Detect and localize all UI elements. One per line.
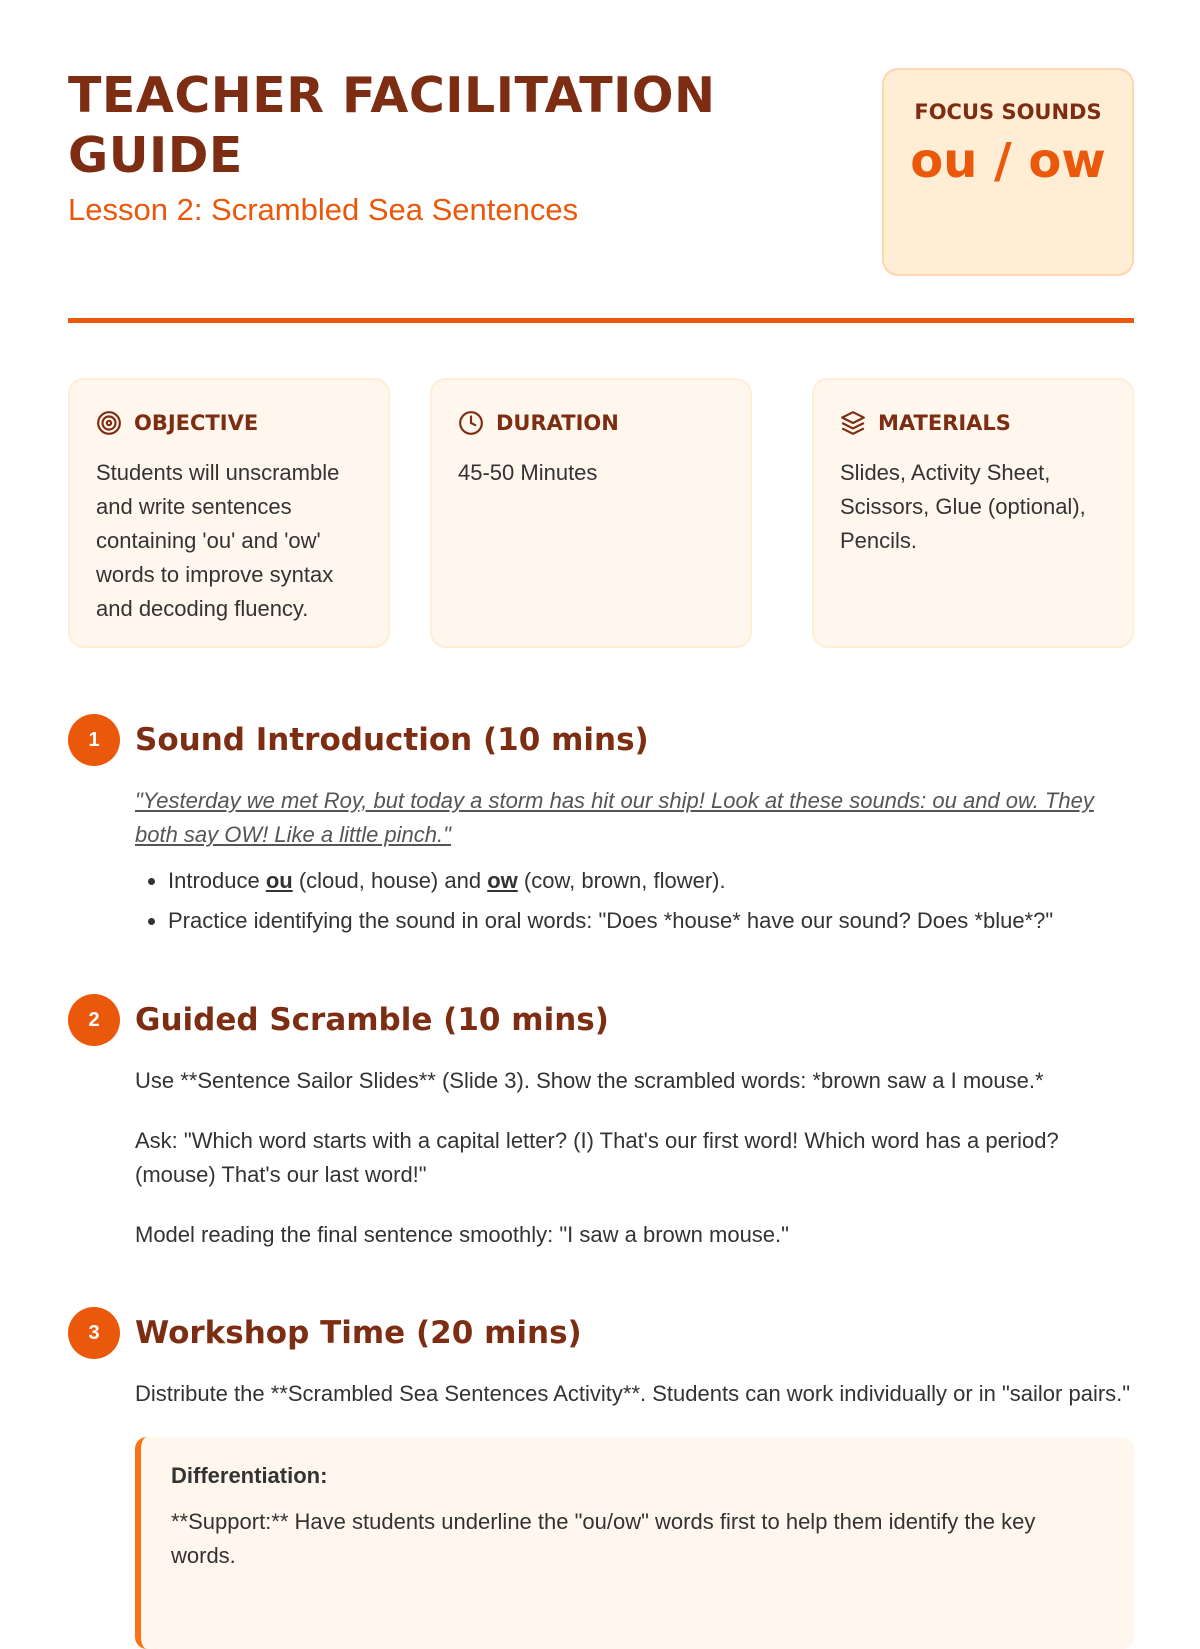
overview-cards — [68, 378, 1134, 648]
materials-card — [812, 378, 1134, 648]
paragraph: Use **Sentence Sailor Slides** (Slide 3). Show the scrambled words: *brown saw a I mouse.* — [135, 1068, 1044, 1093]
focus-sounds-label: FOCUS SOUNDS — [914, 100, 1102, 124]
objective-title: OBJECTIVE — [134, 411, 259, 435]
step-number-badge: 1 — [68, 714, 120, 766]
duration-title: DURATION — [496, 411, 619, 435]
section-guided-scramble — [68, 994, 1134, 1278]
focus-sounds-box — [882, 68, 1134, 276]
section-title: Guided Scramble (10 mins) — [135, 1002, 609, 1038]
materials-text: Slides, Activity Sheet, Scissors, Glue (optional), Pencils. — [840, 460, 1086, 553]
header — [68, 0, 1134, 320]
step-number-badge: 2 — [68, 994, 120, 1046]
step-number-badge: 3 — [68, 1307, 120, 1359]
teacher-script-quote: "Yesterday we met Roy, but today a storm has hit our ship! Look at these sounds: ou and ow. They both say OW! Like a little pinch." — [135, 788, 1094, 847]
list-item: • Practice identifying the sound in oral words: "Does *house* have our sound? Does *blue*?" — [168, 904, 1134, 938]
paragraph: Model reading the final sentence smoothly: "I saw a brown mouse." — [135, 1222, 789, 1247]
target-icon — [96, 410, 122, 436]
guide-page — [68, 0, 1134, 1568]
differentiation-title: Differentiation: — [171, 1463, 328, 1488]
section-title: Workshop Time (20 mins) — [135, 1315, 582, 1351]
differentiation-text: **Support:** Have students underline the "ou/ow" words first to help them identify the key words. — [171, 1509, 1036, 1568]
section-workshop-time — [68, 1307, 1134, 1649]
focus-sounds-value: ou / ow — [910, 133, 1106, 189]
highlight-ow: ow — [487, 868, 518, 893]
layers-icon — [840, 410, 866, 436]
lesson-subtitle: Lesson 2: Scrambled Sea Sentences — [68, 192, 579, 227]
clock-icon — [458, 410, 484, 436]
duration-text: 45-50 Minutes — [458, 460, 598, 485]
section-title: Sound Introduction (10 mins) — [135, 722, 649, 758]
paragraph: Distribute the **Scrambled Sea Sentences Activity**. Students can work individually or in "sailor pairs." — [135, 1381, 1131, 1406]
section-sound-introduction — [68, 714, 1134, 944]
paragraph: Ask: "Which word starts with a capital letter? (I) That's our first word! Which word has a period? (mouse) That's our last word!" — [135, 1128, 1059, 1187]
header-divider — [68, 318, 1134, 323]
objective-card — [68, 378, 390, 648]
duration-card — [430, 378, 752, 648]
list-item: • Introduce ou (cloud, house) and ow (cow, brown, flower). — [168, 864, 1134, 898]
materials-title: MATERIALS — [878, 411, 1011, 435]
page-title: TEACHER FACILITATION GUIDE — [68, 67, 716, 184]
highlight-ou: ou — [265, 868, 293, 893]
differentiation-callout — [135, 1437, 1134, 1649]
objective-text: Students will unscramble and write sentences containing 'ou' and 'ow' words to improve syntax and decoding fluency. — [96, 460, 340, 621]
